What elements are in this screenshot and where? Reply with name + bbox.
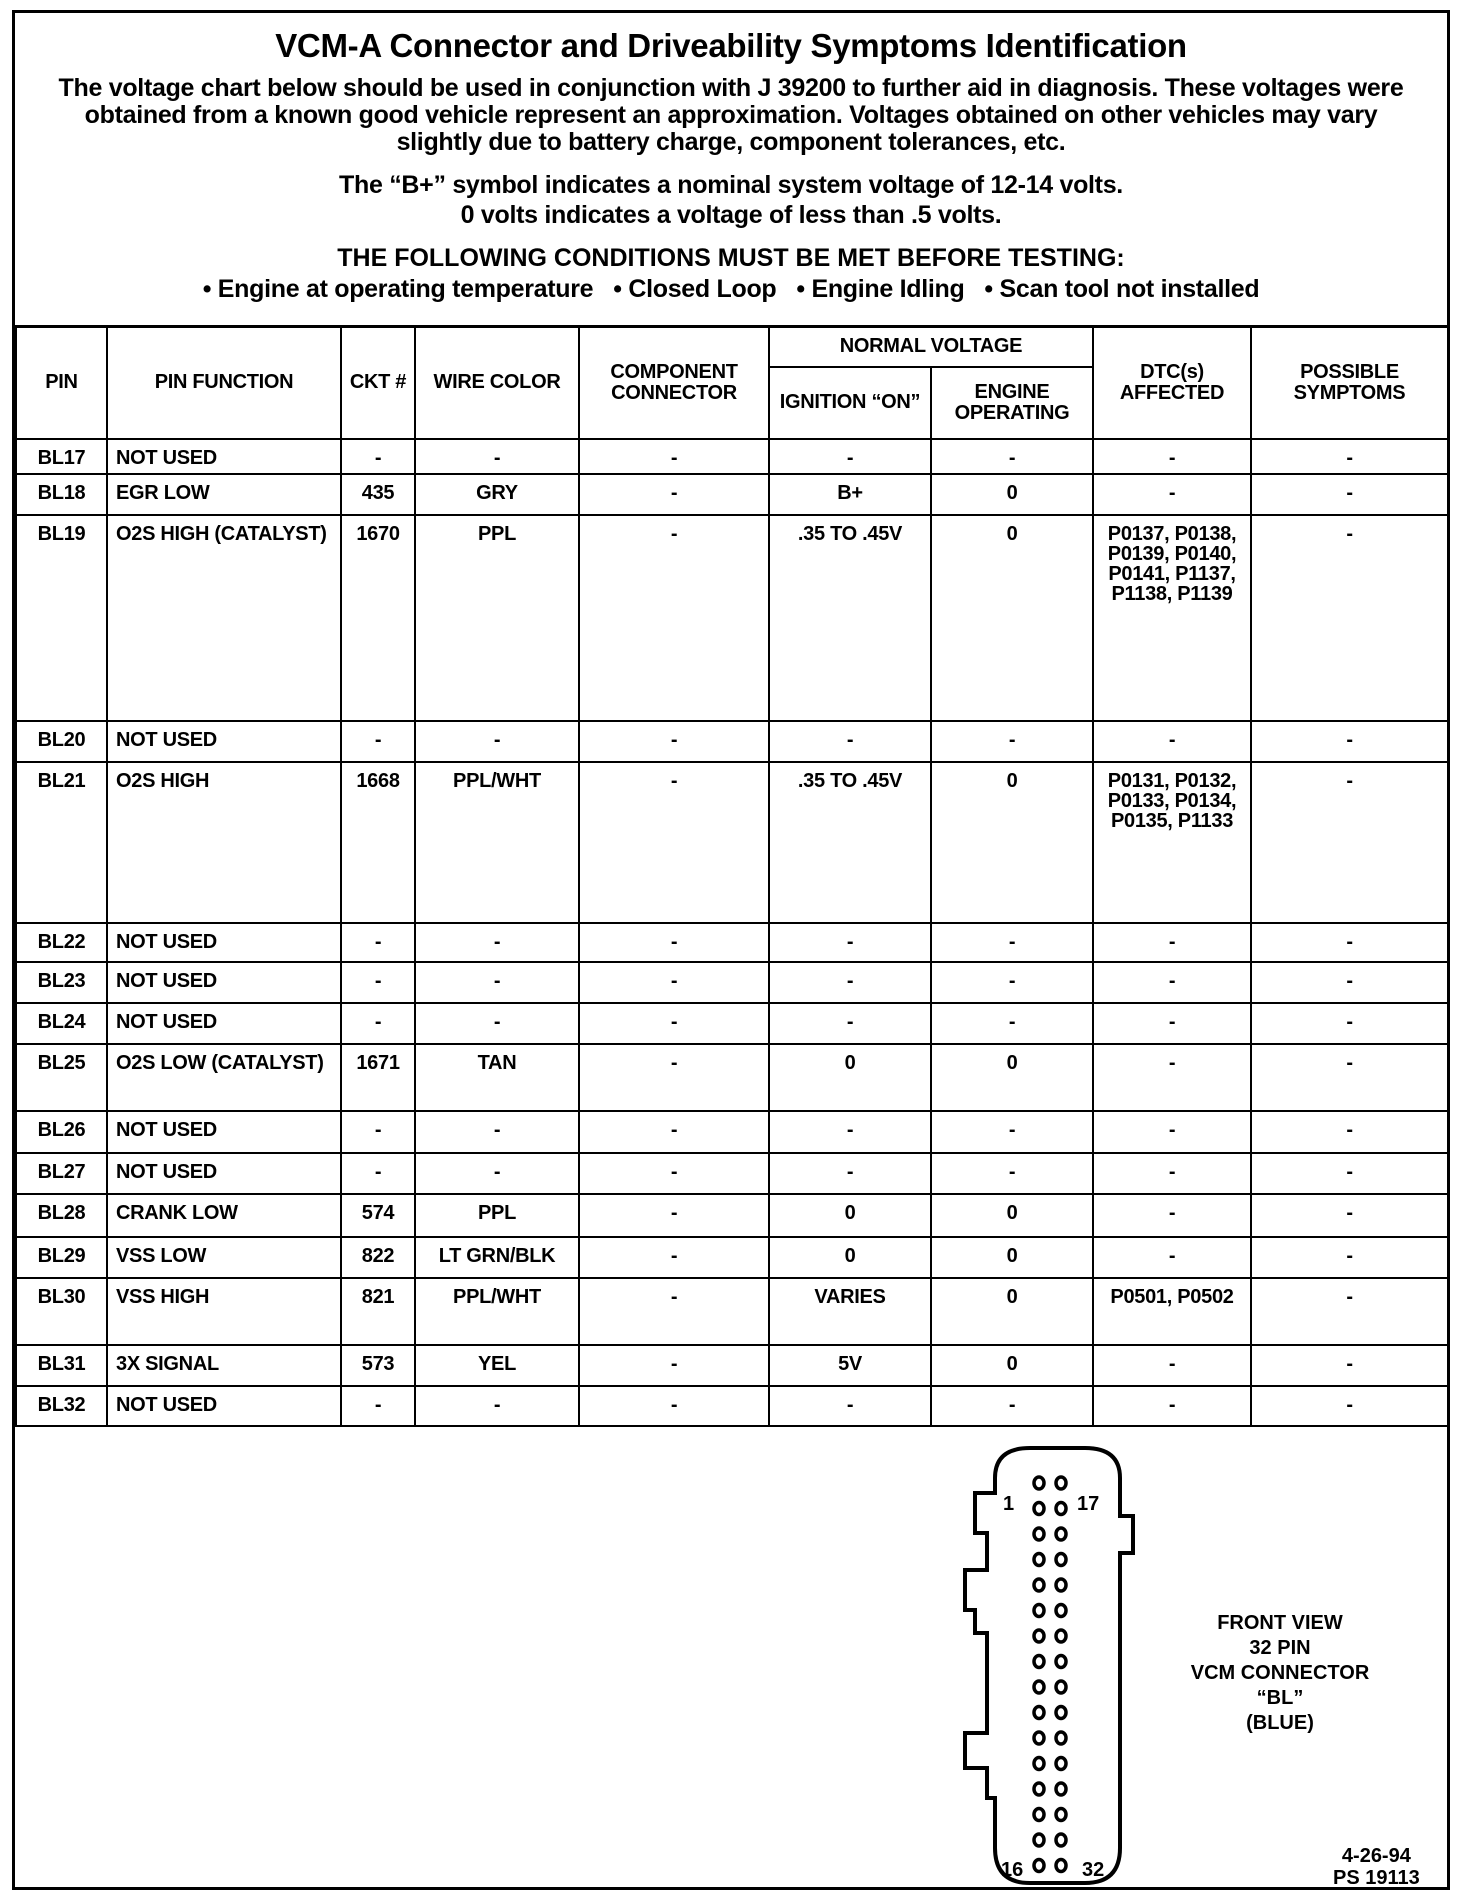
table-row	[16, 1194, 1448, 1237]
document-reference	[1333, 1845, 1420, 1889]
cell-ignition-on: -	[769, 923, 931, 962]
conditions-heading: THE FOLLOWING CONDITIONS MUST BE MET BEFORE TESTING:	[337, 244, 1125, 272]
condition-item: • Scan tool not installed	[984, 275, 1260, 303]
cell-component-connector: -	[579, 1153, 769, 1194]
cell-ignition-on: -	[769, 1386, 931, 1426]
cell-ckt: 822	[341, 1237, 415, 1278]
cell-function: VSS HIGH	[107, 1278, 341, 1345]
label-line: FRONT VIEW	[1217, 1612, 1343, 1634]
cell-dtcs: -	[1093, 1153, 1251, 1194]
cell-component-connector: -	[579, 923, 769, 962]
table-row	[16, 962, 1448, 1003]
conditions-list	[15, 274, 1447, 304]
cell-engine-operating: -	[931, 923, 1093, 962]
cell-ckt: -	[341, 923, 415, 962]
cell-function: NOT USED	[107, 1111, 341, 1153]
cell-symptoms: -	[1251, 923, 1448, 962]
cell-function: NOT USED	[107, 439, 341, 474]
pin-hole	[1034, 1860, 1044, 1872]
cell-wire-color: -	[415, 1153, 579, 1194]
pin-hole	[1034, 1528, 1044, 1540]
cell-component-connector: -	[579, 1194, 769, 1237]
cell-ignition-on: .35 TO .45V	[769, 515, 931, 721]
pin-hole	[1034, 1834, 1044, 1846]
pin-hole	[1034, 1783, 1044, 1795]
cell-pin: BL24	[16, 1003, 107, 1044]
cell-wire-color: PPL/WHT	[415, 1278, 579, 1345]
header-component-connector: COMPONENT CONNECTOR	[579, 327, 769, 439]
table-row	[16, 1386, 1448, 1426]
cell-pin: BL31	[16, 1345, 107, 1386]
cell-function: O2S HIGH	[107, 762, 341, 923]
header-wire-color: WIRE COLOR	[415, 327, 579, 439]
cell-engine-operating: 0	[931, 1278, 1093, 1345]
cell-ckt: 821	[341, 1278, 415, 1345]
cell-dtcs: -	[1093, 1111, 1251, 1153]
cell-dtcs: -	[1093, 1386, 1251, 1426]
zero-volts-note: 0 volts indicates a voltage of less than .5 volts.	[460, 201, 1002, 229]
pin-hole	[1034, 1605, 1044, 1617]
cell-component-connector: -	[579, 721, 769, 762]
cell-pin: BL32	[16, 1386, 107, 1426]
cell-ignition-on: 0	[769, 1237, 931, 1278]
cell-ignition-on: 0	[769, 1044, 931, 1111]
table-row	[16, 474, 1448, 515]
cell-component-connector: -	[579, 1111, 769, 1153]
cell-component-connector: -	[579, 762, 769, 923]
header-normal-voltage: NORMAL VOLTAGE	[769, 327, 1093, 367]
cell-component-connector: -	[579, 1044, 769, 1111]
cell-function: O2S HIGH (CATALYST)	[107, 515, 341, 721]
cell-wire-color: GRY	[415, 474, 579, 515]
table-row	[16, 515, 1448, 721]
pin-hole	[1056, 1783, 1066, 1795]
cell-pin: BL25	[16, 1044, 107, 1111]
cell-component-connector: -	[579, 1237, 769, 1278]
table-row	[16, 1237, 1448, 1278]
pin-hole	[1034, 1579, 1044, 1591]
cell-symptoms: -	[1251, 474, 1448, 515]
pin-hole	[1056, 1860, 1066, 1872]
cell-ignition-on: -	[769, 721, 931, 762]
cell-dtcs: P0501, P0502	[1093, 1278, 1251, 1345]
cell-symptoms: -	[1251, 1278, 1448, 1345]
cell-function: NOT USED	[107, 1386, 341, 1426]
cell-pin: BL26	[16, 1111, 107, 1153]
pin-holes	[1034, 1477, 1066, 1872]
table-row	[16, 1111, 1448, 1153]
table-row	[16, 1345, 1448, 1386]
revision-date: 4-26-94	[1341, 1845, 1411, 1867]
pin-hole	[1056, 1503, 1066, 1515]
table-row	[16, 721, 1448, 762]
cell-component-connector: -	[579, 1345, 769, 1386]
pin-hole	[1056, 1554, 1066, 1566]
label-line: (BLUE)	[1246, 1712, 1314, 1734]
cell-engine-operating: -	[931, 1386, 1093, 1426]
cell-component-connector: -	[579, 1278, 769, 1345]
cell-symptoms: -	[1251, 1345, 1448, 1386]
cell-dtcs: -	[1093, 923, 1251, 962]
cell-wire-color: -	[415, 1111, 579, 1153]
pin-hole	[1034, 1656, 1044, 1668]
cell-ignition-on: -	[769, 1111, 931, 1153]
cell-function: NOT USED	[107, 721, 341, 762]
cell-dtcs: -	[1093, 962, 1251, 1003]
cell-engine-operating: -	[931, 1153, 1093, 1194]
cell-ckt: 1670	[341, 515, 415, 721]
pin-hole	[1056, 1809, 1066, 1821]
pin-hole	[1034, 1681, 1044, 1693]
intro-paragraph: The voltage chart below should be used in conjunction with J 39200 to further aid in diagnosis. These voltages were obtained from a known good vehicle represent an approximation. Voltages obtained on other vehicles may vary slightly due to battery charge, component tolerances, etc.	[58, 74, 1404, 156]
page-title: VCM-A Connector and Driveability Symptoms Identification	[275, 27, 1187, 64]
cell-engine-operating: 0	[931, 515, 1093, 721]
pin-hole	[1034, 1809, 1044, 1821]
cell-ignition-on: 0	[769, 1194, 931, 1237]
cell-pin: BL30	[16, 1278, 107, 1345]
cell-ignition-on: VARIES	[769, 1278, 931, 1345]
cell-engine-operating: 0	[931, 762, 1093, 923]
cell-wire-color: PPL	[415, 1194, 579, 1237]
cell-component-connector: -	[579, 1386, 769, 1426]
cell-component-connector: -	[579, 1003, 769, 1044]
cell-ignition-on: 5V	[769, 1345, 931, 1386]
header-engine-operating: ENGINE OPERATING	[931, 367, 1093, 439]
cell-symptoms: -	[1251, 1044, 1448, 1111]
cell-dtcs: -	[1093, 474, 1251, 515]
cell-ignition-on: B+	[769, 474, 931, 515]
cell-engine-operating: 0	[931, 1237, 1093, 1278]
cell-engine-operating: 0	[931, 1345, 1093, 1386]
cell-function: VSS LOW	[107, 1237, 341, 1278]
cell-ckt: 573	[341, 1345, 415, 1386]
cell-dtcs: -	[1093, 1044, 1251, 1111]
pin-hole	[1056, 1579, 1066, 1591]
header-ckt: CKT #	[341, 327, 415, 439]
cell-symptoms: -	[1251, 1111, 1448, 1153]
cell-pin: BL18	[16, 474, 107, 515]
header-symptoms: POSSIBLE SYMPTOMS	[1251, 327, 1448, 439]
cell-ignition-on: -	[769, 1003, 931, 1044]
cell-engine-operating: -	[931, 1111, 1093, 1153]
cell-wire-color: -	[415, 1003, 579, 1044]
pin-hole	[1034, 1707, 1044, 1719]
cell-function: NOT USED	[107, 1153, 341, 1194]
cell-ckt: -	[341, 1386, 415, 1426]
cell-ckt: -	[341, 1153, 415, 1194]
table-row	[16, 1153, 1448, 1194]
cell-component-connector: -	[579, 515, 769, 721]
pin-hole	[1056, 1707, 1066, 1719]
header-pin: PIN	[16, 327, 107, 439]
cell-symptoms: -	[1251, 1386, 1448, 1426]
cell-symptoms: -	[1251, 439, 1448, 474]
cell-ckt: 1668	[341, 762, 415, 923]
cell-engine-operating: 0	[931, 1194, 1093, 1237]
label-line: VCM CONNECTOR “BL”	[1190, 1662, 1370, 1709]
cell-dtcs: P0131, P0132, P0133, P0134, P0135, P1133	[1093, 762, 1251, 923]
condition-item: • Closed Loop	[613, 275, 777, 303]
reference-number: PS 19113	[1333, 1867, 1420, 1889]
cell-engine-operating: 0	[931, 1044, 1093, 1111]
table-row	[16, 1278, 1448, 1345]
cell-wire-color: LT GRN/BLK	[415, 1237, 579, 1278]
cell-component-connector: -	[579, 962, 769, 1003]
header-pin-function: PIN FUNCTION	[107, 327, 341, 439]
connector-diagram	[935, 1438, 1165, 1898]
pin-hole	[1034, 1477, 1044, 1489]
cell-engine-operating: -	[931, 721, 1093, 762]
pin-hole	[1056, 1630, 1066, 1642]
cell-function: NOT USED	[107, 962, 341, 1003]
connector-label	[1180, 1611, 1380, 1736]
cell-pin: BL20	[16, 721, 107, 762]
cell-wire-color: -	[415, 923, 579, 962]
cell-function: O2S LOW (CATALYST)	[107, 1044, 341, 1111]
cell-pin: BL21	[16, 762, 107, 923]
document-frame	[12, 10, 1450, 1890]
cell-ckt: 435	[341, 474, 415, 515]
cell-pin: BL17	[16, 439, 107, 474]
table-row	[16, 762, 1448, 923]
pin-label-32: 32	[1082, 1859, 1105, 1881]
cell-symptoms: -	[1251, 515, 1448, 721]
document-header	[15, 13, 1447, 325]
cell-dtcs: -	[1093, 721, 1251, 762]
pin-hole	[1056, 1605, 1066, 1617]
cell-pin: BL22	[16, 923, 107, 962]
cell-wire-color: -	[415, 962, 579, 1003]
cell-ckt: 574	[341, 1194, 415, 1237]
cell-wire-color: PPL	[415, 515, 579, 721]
cell-wire-color: -	[415, 439, 579, 474]
cell-engine-operating: -	[931, 962, 1093, 1003]
cell-ckt: -	[341, 439, 415, 474]
cell-dtcs: -	[1093, 1003, 1251, 1044]
pin-hole	[1056, 1758, 1066, 1770]
cell-pin: BL29	[16, 1237, 107, 1278]
cell-ckt: 1671	[341, 1044, 415, 1111]
cell-function: NOT USED	[107, 923, 341, 962]
cell-symptoms: -	[1251, 1003, 1448, 1044]
cell-symptoms: -	[1251, 721, 1448, 762]
pin-hole	[1056, 1834, 1066, 1846]
cell-symptoms: -	[1251, 762, 1448, 923]
cell-pin: BL23	[16, 962, 107, 1003]
header-ignition-on: IGNITION “ON”	[769, 367, 931, 439]
cell-dtcs: -	[1093, 439, 1251, 474]
pin-hole	[1034, 1630, 1044, 1642]
cell-symptoms: -	[1251, 1237, 1448, 1278]
cell-wire-color: -	[415, 721, 579, 762]
cell-function: CRANK LOW	[107, 1194, 341, 1237]
pin-label-16: 16	[1001, 1859, 1024, 1881]
pin-label-17: 17	[1077, 1493, 1100, 1515]
cell-component-connector: -	[579, 474, 769, 515]
pin-hole	[1056, 1656, 1066, 1668]
cell-symptoms: -	[1251, 962, 1448, 1003]
cell-pin: BL28	[16, 1194, 107, 1237]
pin-hole	[1056, 1477, 1066, 1489]
cell-function: EGR LOW	[107, 474, 341, 515]
pin-hole	[1034, 1554, 1044, 1566]
cell-wire-color: TAN	[415, 1044, 579, 1111]
cell-ignition-on: -	[769, 962, 931, 1003]
cell-engine-operating: 0	[931, 474, 1093, 515]
cell-engine-operating: -	[931, 1003, 1093, 1044]
header-dtcs: DTC(s) AFFECTED	[1093, 327, 1251, 439]
pin-label-1: 1	[1003, 1493, 1015, 1515]
cell-pin: BL19	[16, 515, 107, 721]
pin-hole	[1056, 1681, 1066, 1693]
connector-outline	[965, 1448, 1133, 1883]
cell-ignition-on: .35 TO .45V	[769, 762, 931, 923]
table-row	[16, 923, 1448, 962]
cell-dtcs: -	[1093, 1237, 1251, 1278]
cell-ckt: -	[341, 721, 415, 762]
cell-ckt: -	[341, 962, 415, 1003]
cell-function: 3X SIGNAL	[107, 1345, 341, 1386]
pin-hole	[1034, 1503, 1044, 1515]
cell-engine-operating: -	[931, 439, 1093, 474]
pin-hole	[1034, 1758, 1044, 1770]
cell-function: NOT USED	[107, 1003, 341, 1044]
cell-symptoms: -	[1251, 1153, 1448, 1194]
table-row	[16, 1044, 1448, 1111]
table-row	[16, 439, 1448, 474]
bplus-note: The “B+” symbol indicates a nominal system voltage of 12-14 volts.	[339, 171, 1123, 199]
condition-item: • Engine Idling	[796, 275, 965, 303]
cell-dtcs: -	[1093, 1194, 1251, 1237]
cell-component-connector: -	[579, 439, 769, 474]
cell-ignition-on: -	[769, 1153, 931, 1194]
table-row	[16, 1003, 1448, 1044]
cell-wire-color: -	[415, 1386, 579, 1426]
cell-symptoms: -	[1251, 1194, 1448, 1237]
cell-dtcs: -	[1093, 1345, 1251, 1386]
cell-wire-color: PPL/WHT	[415, 762, 579, 923]
pin-hole	[1056, 1528, 1066, 1540]
cell-ignition-on: -	[769, 439, 931, 474]
pin-hole	[1056, 1732, 1066, 1744]
cell-ckt: -	[341, 1111, 415, 1153]
cell-dtcs: P0137, P0138, P0139, P0140, P0141, P1137, P1138, P1139	[1093, 515, 1251, 721]
voltage-table	[15, 325, 1449, 1427]
pin-hole	[1034, 1732, 1044, 1744]
label-line: 32 PIN	[1249, 1637, 1311, 1659]
cell-ckt: -	[341, 1003, 415, 1044]
cell-wire-color: YEL	[415, 1345, 579, 1386]
condition-item: • Engine at operating temperature	[202, 275, 594, 303]
cell-pin: BL27	[16, 1153, 107, 1194]
